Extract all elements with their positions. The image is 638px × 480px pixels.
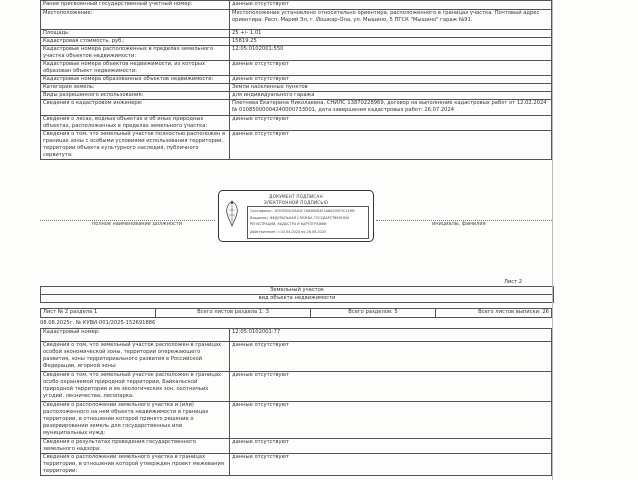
table-row: Сведения о том, что земельный участок расположен в границах особой экономической зоны, территории опережающего развития, зоны территориального развития в Российской Федерации, игорной зоны: данные отсутствуют bbox=[41, 342, 552, 372]
table-row: Сведения о расположении земельного участка в границах территории, в отношении которой утвержден проект межевания территории: данные отсутствуют bbox=[41, 454, 552, 476]
stamp-validity-line: Действителен: с 02.04.2024 по 26.06.2025 bbox=[250, 230, 326, 234]
stamp-details bbox=[247, 206, 369, 239]
table-row: Кадастровая стоимость, руб.: 15819.25 bbox=[41, 38, 552, 46]
object-type-subtitle: вид объекта недвижимости bbox=[41, 294, 553, 302]
table-row: Сведения о кадастровом инженере: Плетнева Екатерина Николаевна, СНИЛС 13870228969, договор на выполнение кадастровых работ от 12.02.2024 № 01085000004240000733001, дата завершения кадастровых работ: 26.07.2024 bbox=[41, 100, 552, 116]
stamp-owner-line: Владелец: ФЕДЕРАЛЬНАЯ СЛУЖБА ГОСУДАРСТВЕННОЙ bbox=[250, 216, 349, 220]
table-row: Сведения о результатах проведения государственного земельного надзора: данные отсутствуют bbox=[41, 439, 552, 454]
table-row: Сведения о том, что земельный участок полностью расположен в границах зоны с особыми условиями использования территории, территории объекта культурного наследия, публичного сервитута: данные отсутствуют bbox=[41, 131, 552, 160]
stamp-certificate-line: Сертификат: 1ED7EB3C9A63C76A5B8D4F1A6A2D5F0C1E9B bbox=[250, 209, 355, 213]
property-details-table bbox=[40, 0, 552, 160]
scan-edge-line bbox=[552, 0, 553, 480]
object-type-header bbox=[40, 286, 554, 303]
name-label: инициалы, фамилия bbox=[432, 221, 486, 227]
table-row: Кадастровые номера объектов недвижимости, из которых образован объект недвижимости: данные отсутствуют bbox=[41, 61, 552, 76]
table-row: Местоположение: Местоположение установлено относительно ориентира, расположенного в границах участка. Почтовый адрес ориентира: Респ. Марий Эл, г. Йошкар-Ола, ул. Мышино, 5 ПГСК "Мышино" гараж №91. bbox=[41, 10, 552, 30]
table-row: Виды разрешенного использования: для индивидуального гаража bbox=[41, 92, 552, 100]
table-row: Сведения о лесах, водных объектах и об иных природных объектах, расположенных в пределах земельного участка: данные отсутствуют bbox=[41, 116, 552, 131]
stamp-owner-line-2: РЕГИСТРАЦИИ, КАДАСТРА И КАРТОГРАФИИ bbox=[250, 222, 327, 226]
electronic-signature-stamp bbox=[218, 190, 374, 242]
table-row: Категория земель: Земли населенных пунктов bbox=[41, 84, 552, 92]
table-row: Кадастровый номер: 12:05:0102001:77 bbox=[41, 329, 552, 342]
object-type-title: Земельный участок bbox=[270, 287, 324, 293]
table-row: Кадастровые номера образованных объектов недвижимости: данные отсутствуют bbox=[41, 76, 552, 84]
position-label: полное наименование должности bbox=[92, 221, 182, 227]
table-row: Сведения о том, что земельный участок расположен в границах особо охраняемой природной территории, Байкальской природной территории и ее экологических зон, охотничьих угодий, лесничества, лесопарка: данные отсутствуют bbox=[41, 372, 552, 402]
table-row: Кадастровые номера расположенных в пределах земельного участка объектов недвижимости: 12:05:0102001:550 bbox=[41, 46, 552, 61]
table-row: Лист № 2 раздела 1 Всего листов раздела 1: 3 Всего разделов: 5 Всего листов выписки: 26 bbox=[41, 309, 552, 318]
land-plot-table bbox=[40, 328, 552, 476]
table-row: Площадь: 25 +/- 1.01 bbox=[41, 30, 552, 38]
sheet-number: Лист 2 bbox=[504, 279, 523, 285]
table-row: Ранее присвоенный государственный учетный номер: данные отсутствуют bbox=[41, 1, 552, 10]
table-row: Сведения о расположении земельного участка и (или) расположенного на нем объекта недвижимости в границах территории, в отношении которой принято решение о резервировании земель для государственных или муниципальных нужд: данные отсутствуют bbox=[41, 402, 552, 439]
sheet-info-table bbox=[40, 308, 552, 318]
stamp-title: ДОКУМЕНТ ПОДПИСАН bbox=[269, 194, 323, 199]
extract-date-number: 08.08.2025г. № КУВИ-001/2025-152691886 bbox=[40, 320, 156, 326]
stamp-subtitle: ЭЛЕКТРОННОЙ ПОДПИСЬЮ bbox=[263, 200, 329, 205]
